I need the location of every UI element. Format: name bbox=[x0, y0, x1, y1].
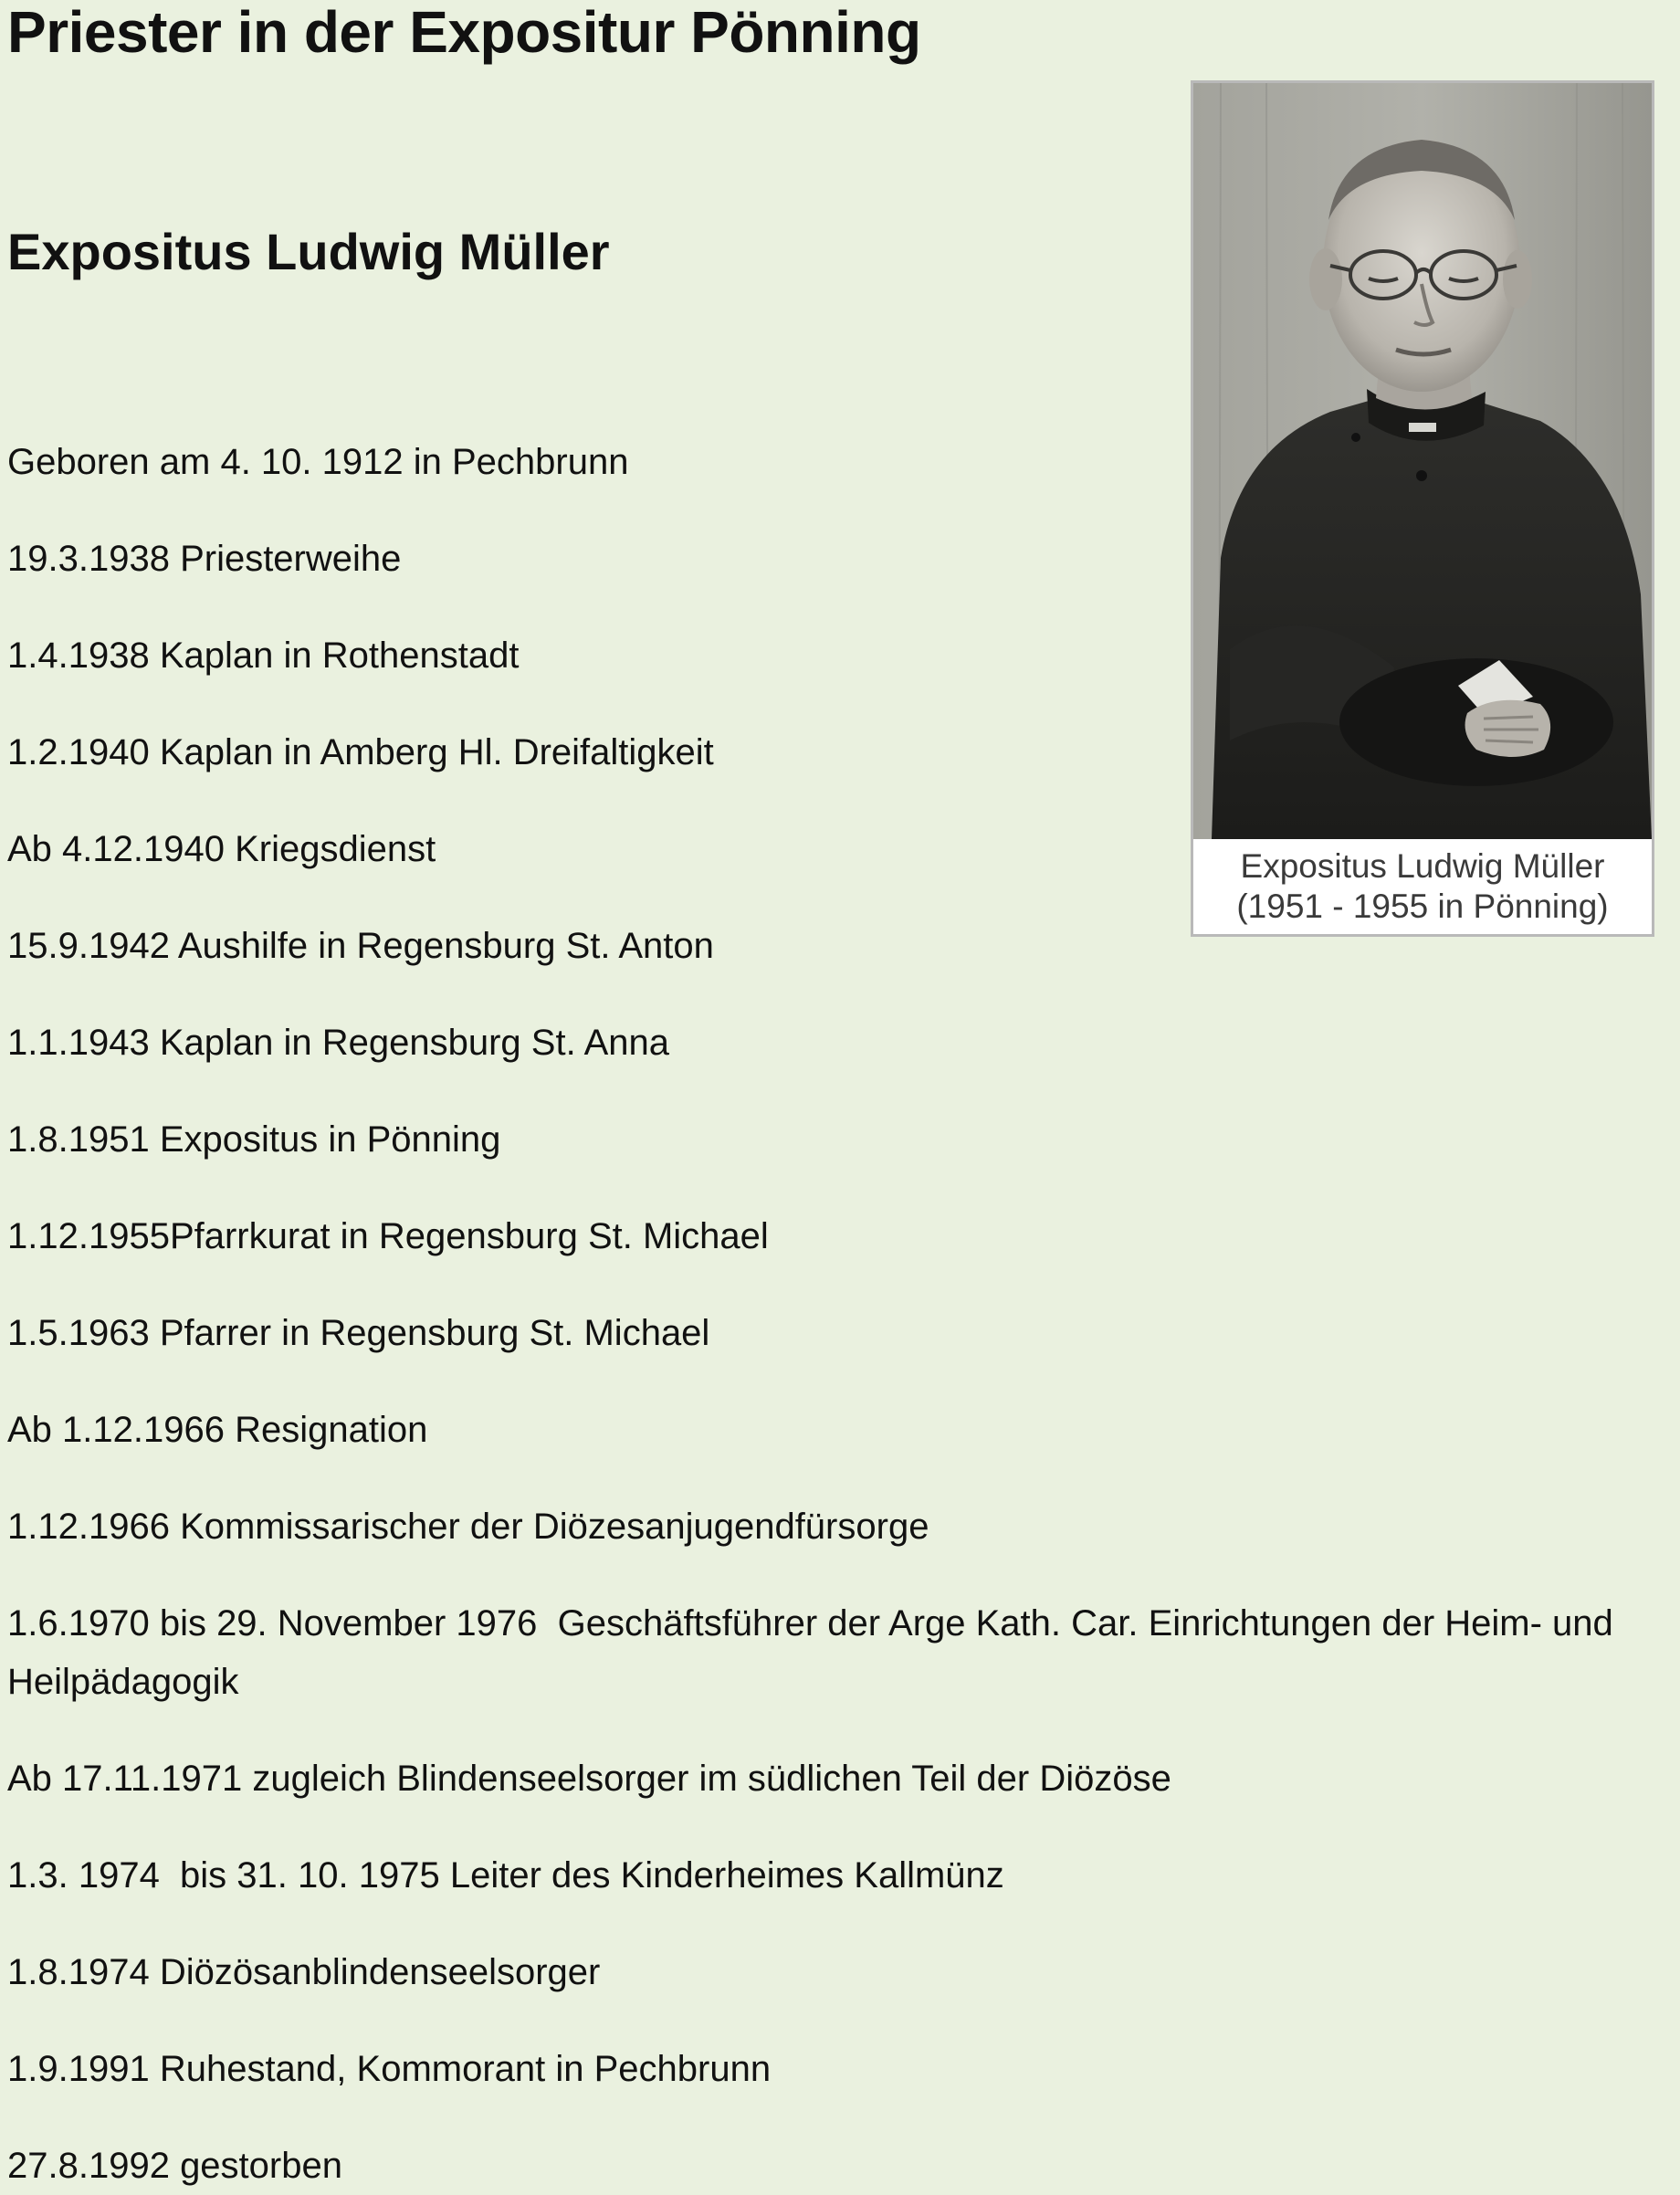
timeline-entry: 1.4.1938 Kaplan in Rothenstadt bbox=[7, 635, 520, 676]
timeline-entry: Ab 17.11.1971 zugleich Blindenseelsorger im südlichen Teil der Diözöse bbox=[7, 1759, 1171, 1799]
timeline-entry: 1.3. 1974 bis 31. 10. 1975 Leiter des Kinderheimes Kallmünz bbox=[7, 1855, 1004, 1896]
timeline-entry: 1.2.1940 Kaplan in Amberg Hl. Dreifaltigkeit bbox=[7, 732, 714, 772]
page-title: Priester in der Expositur Pönning bbox=[7, 0, 921, 65]
timeline-entry: 1.9.1991 Ruhestand, Kommorant in Pechbrunn bbox=[7, 2049, 772, 2089]
timeline-entry: 1.5.1963 Pfarrer in Regensburg St. Michael bbox=[7, 1313, 710, 1353]
portrait-photo bbox=[1191, 80, 1654, 937]
person-heading: Expositus Ludwig Müller bbox=[7, 223, 610, 280]
photo-caption-line-2: (1951 - 1955 in Pönning) bbox=[1236, 887, 1609, 925]
timeline-entry: Geboren am 4. 10. 1912 in Pechbrunn bbox=[7, 442, 629, 482]
timeline-entry: Ab 1.12.1966 Resignation bbox=[7, 1410, 428, 1450]
timeline-entry: 1.8.1951 Expositus in Pönning bbox=[7, 1119, 501, 1160]
timeline-entry: 1.12.1955Pfarrkurat in Regensburg St. Michael bbox=[7, 1216, 769, 1256]
timeline-entry: 1.12.1966 Kommissarischer der Diözesanjugendfürsorge bbox=[7, 1507, 929, 1547]
portrait-drawing bbox=[1193, 83, 1652, 839]
timeline-entry: Ab 4.12.1940 Kriegsdienst bbox=[7, 829, 436, 869]
portrait-image bbox=[1193, 83, 1652, 839]
timeline-entry: 1.1.1943 Kaplan in Regensburg St. Anna bbox=[7, 1023, 669, 1063]
timeline-entry: 27.8.1992 gestorben bbox=[7, 2146, 342, 2186]
timeline-entry: 15.9.1942 Aushilfe in Regensburg St. Anton bbox=[7, 926, 714, 966]
photo-caption-line-1: Expositus Ludwig Müller bbox=[1240, 847, 1605, 885]
timeline-entry: 1.8.1974 Diözösanblindenseelsorger bbox=[7, 1952, 601, 1992]
timeline-entry: 19.3.1938 Priesterweihe bbox=[7, 539, 402, 579]
photo-caption bbox=[1193, 843, 1652, 934]
timeline-entry: 1.6.1970 bis 29. November 1976 Geschäftsführer der Arge Kath. Car. Einrichtungen der Heim- und Heilpädagogik bbox=[7, 1603, 1623, 1702]
